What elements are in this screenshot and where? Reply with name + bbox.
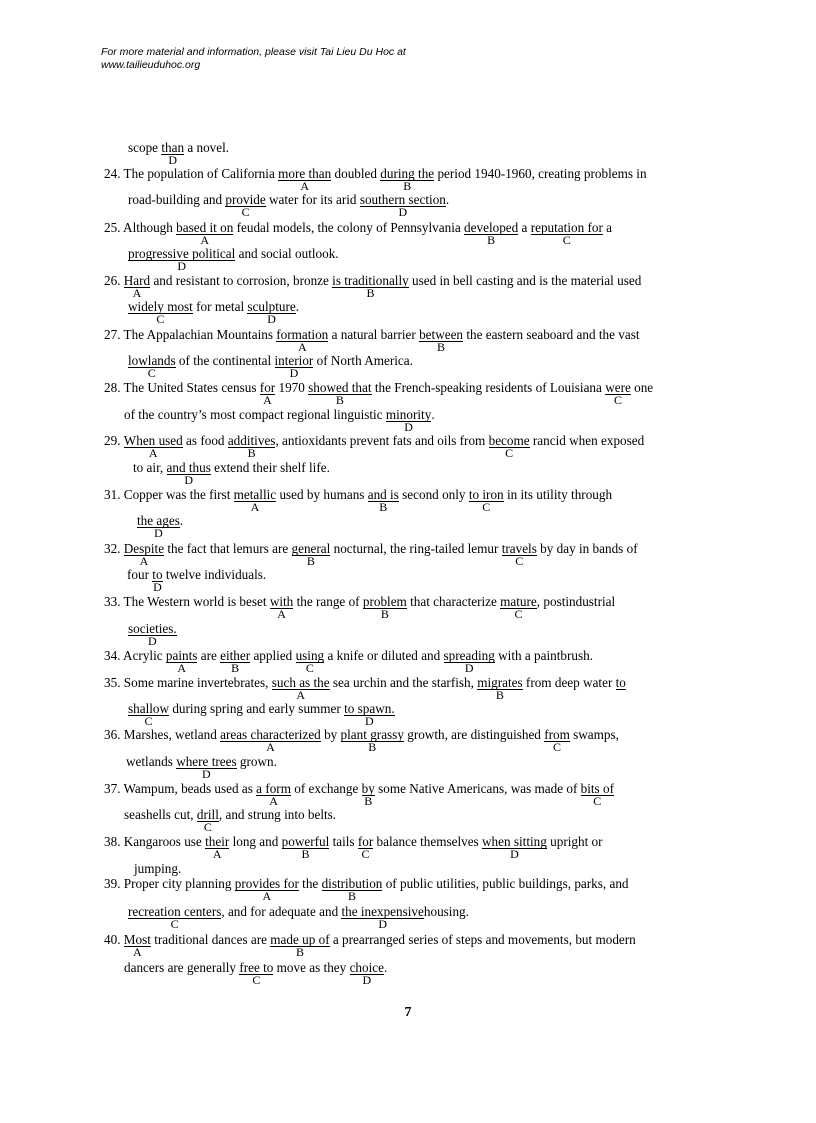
- underlined-option: such as the A: [271, 675, 330, 702]
- underlined-option: interior D: [274, 353, 314, 380]
- option-letter: C: [553, 740, 562, 754]
- underlined-option: problem B: [362, 594, 407, 621]
- question-34-line-1: [104, 648, 593, 675]
- option-letter: D: [378, 917, 387, 931]
- underlined-option: metallic A: [233, 487, 277, 514]
- question-text: used by humans: [276, 487, 368, 502]
- option-letter: C: [515, 554, 524, 568]
- question-text: as food: [182, 433, 228, 448]
- underlined-option: mature C: [500, 594, 537, 621]
- question-text: second only: [398, 487, 469, 502]
- question-text: and resistant to corrosion, bronze: [150, 273, 333, 288]
- underlined-option: southern section D: [359, 192, 446, 219]
- question-text: from deep water: [522, 675, 616, 690]
- option-letter: C: [613, 393, 622, 407]
- question-text: , and strung into belts.: [218, 807, 337, 822]
- question-text: 36. Marshes, wetland: [104, 727, 221, 742]
- option-letter: B: [380, 607, 389, 621]
- question-text: nocturnal, the ring-tailed lemur: [330, 541, 502, 556]
- option-letter: D: [289, 366, 299, 380]
- underlined-option: to: [615, 675, 626, 690]
- option-letter: B: [487, 233, 496, 247]
- underlined-option: from C: [544, 727, 570, 754]
- question-text: during spring and early summer: [169, 701, 345, 716]
- question-text: one: [630, 380, 654, 395]
- question-37-line-1: [104, 781, 614, 808]
- question-24-line-1: [104, 166, 647, 193]
- question-text: a: [518, 220, 531, 235]
- question-text: , postindustrial: [536, 594, 616, 609]
- option-letter: D: [404, 420, 413, 434]
- question-text: by: [320, 727, 341, 742]
- underlined-option: based it on A: [176, 220, 234, 247]
- question-text: some Native Americans, was made of: [374, 781, 581, 796]
- underlined-option: a form A: [256, 781, 291, 808]
- underlined-option: to iron C: [468, 487, 504, 514]
- option-letter: C: [252, 973, 261, 987]
- option-letter: B: [403, 179, 412, 193]
- question-text: , and for adequate and: [221, 904, 342, 919]
- option-letter: D: [177, 259, 186, 273]
- question-36-line-1: [104, 727, 619, 754]
- question-25-line-2: [128, 246, 339, 273]
- question-text: balance themselves: [373, 834, 482, 849]
- option-letter: C: [170, 917, 179, 931]
- question-33-line-1: [104, 594, 616, 621]
- option-letter: A: [296, 688, 305, 702]
- option-letter: D: [168, 153, 178, 167]
- option-letter: C: [241, 205, 250, 219]
- option-letter: B: [495, 688, 504, 702]
- question-text: upright or: [546, 834, 603, 849]
- question-cont-line-1: [128, 140, 230, 167]
- underlined-option: either B: [220, 648, 251, 675]
- question-text: the range of: [293, 594, 363, 609]
- question-text: by day in bands of: [536, 541, 638, 556]
- underlined-option: developed B: [464, 220, 519, 247]
- option-letter: A: [148, 446, 158, 460]
- underlined-option: with A: [269, 594, 294, 621]
- underlined-option: societies. D: [128, 621, 177, 648]
- option-letter: A: [139, 554, 149, 568]
- question-text: the: [298, 876, 322, 891]
- question-text: a natural barrier: [328, 327, 420, 342]
- question-text: of North America.: [313, 353, 413, 368]
- question-text: and social outlook.: [235, 246, 339, 261]
- option-letter: A: [262, 889, 272, 903]
- underlined-option: than D: [161, 140, 185, 167]
- question-text: move as they: [273, 960, 350, 975]
- question-24-line-2: [128, 192, 450, 219]
- question-text: .: [295, 299, 300, 314]
- question-text: of the continental: [175, 353, 275, 368]
- option-letter: A: [263, 393, 272, 407]
- option-letter: C: [156, 312, 165, 326]
- question-text: seashells cut,: [124, 807, 197, 822]
- underlined-option: paints A: [165, 648, 198, 675]
- option-letter: D: [184, 473, 194, 487]
- underlined-option: during the B: [380, 166, 435, 193]
- question-39-line-2: [128, 904, 469, 931]
- underlined-option: formation A: [276, 327, 329, 354]
- question-text: 32.: [104, 541, 124, 556]
- underlined-option: sculpture D: [247, 299, 296, 326]
- underlined-option: additives B: [227, 433, 276, 460]
- option-letter: B: [306, 554, 315, 568]
- question-text: 33. The Western world is beset: [104, 594, 270, 609]
- question-text: extend their shelf life.: [210, 460, 330, 475]
- underlined-option: to D: [152, 567, 163, 594]
- underlined-option: and is B: [367, 487, 399, 514]
- option-letter: D: [362, 973, 372, 987]
- option-letter: B: [368, 740, 377, 754]
- question-text: long and: [229, 834, 282, 849]
- question-32-line-1: [104, 541, 638, 568]
- option-letter: B: [231, 661, 240, 675]
- question-38-line-2: [134, 862, 181, 876]
- question-text: jumping.: [134, 861, 182, 876]
- question-text: road-building and: [128, 192, 226, 207]
- question-text: , antioxidants prevent fats and oils from: [275, 433, 489, 448]
- question-text: for metal: [192, 299, 248, 314]
- question-text: in its utility through: [503, 487, 613, 502]
- underlined-option: minority D: [385, 407, 432, 434]
- question-37-line-2: [124, 807, 337, 834]
- option-letter: C: [562, 233, 571, 247]
- option-letter: D: [267, 312, 276, 326]
- question-text: 31. Copper was the first: [104, 487, 234, 502]
- question-29-line-1: [104, 433, 645, 460]
- underlined-option: migrates B: [477, 675, 523, 702]
- underlined-option: showed that B: [308, 380, 372, 407]
- question-text: wetlands: [126, 754, 177, 769]
- option-letter: B: [295, 945, 304, 959]
- question-35-line-1: [104, 675, 626, 702]
- underlined-option: and thus D: [166, 460, 211, 487]
- question-27-line-2: [128, 353, 413, 380]
- question-text: feudal models, the colony of Pennsylvania: [233, 220, 465, 235]
- question-text: housing.: [423, 904, 469, 919]
- underlined-option: using C: [295, 648, 325, 675]
- underlined-option: free to C: [239, 960, 274, 987]
- question-text: 34. Acrylic: [104, 648, 166, 663]
- question-text: scope: [128, 140, 162, 155]
- question-text: 38. Kangaroos use: [104, 834, 206, 849]
- option-letter: C: [203, 820, 212, 834]
- option-letter: C: [147, 366, 156, 380]
- question-text: a knife or diluted and: [324, 648, 444, 663]
- option-letter: B: [335, 393, 344, 407]
- underlined-option: become C: [488, 433, 530, 460]
- question-text: rancid when exposed: [529, 433, 645, 448]
- option-letter: C: [514, 607, 523, 621]
- underlined-option: travels C: [501, 541, 537, 568]
- question-35-line-2: [128, 701, 395, 728]
- underlined-option: were C: [605, 380, 631, 407]
- option-letter: A: [266, 740, 275, 754]
- underlined-option: by B: [361, 781, 375, 808]
- option-letter: D: [365, 714, 374, 728]
- question-text: period 1940-1960, creating problems in: [434, 166, 647, 181]
- underlined-option: areas characterized A: [220, 727, 321, 754]
- underlined-option: the inexpensive D: [341, 904, 424, 931]
- option-letter: D: [154, 526, 163, 540]
- question-text: twelve individuals.: [162, 567, 267, 582]
- underlined-option: the ages D: [137, 513, 180, 540]
- option-letter: C: [305, 661, 314, 675]
- question-31-line-1: [104, 487, 613, 514]
- option-letter: B: [379, 500, 388, 514]
- question-text: of exchange: [290, 781, 362, 796]
- question-text: of the country’s most compact regional linguistic: [124, 407, 386, 422]
- question-text: sea urchin and the starfish,: [329, 675, 478, 690]
- question-26-line-2: [128, 299, 300, 326]
- option-letter: A: [269, 794, 278, 808]
- question-text: swamps,: [569, 727, 619, 742]
- underlined-option: provides for A: [234, 876, 299, 903]
- option-letter: A: [300, 179, 309, 193]
- question-text: 25. Although: [104, 220, 177, 235]
- question-25-line-1: [104, 220, 612, 247]
- underlined-option: for C: [357, 834, 374, 861]
- question-text: that characterize: [406, 594, 501, 609]
- option-letter: D: [153, 580, 162, 594]
- question-27-line-1: [104, 327, 640, 354]
- underlined-option: bits of C: [580, 781, 614, 808]
- option-letter: C: [482, 500, 491, 514]
- underlined-option: for A: [259, 380, 276, 407]
- question-40-line-1: [104, 932, 636, 959]
- question-text: with a paintbrush.: [494, 648, 593, 663]
- option-letter: D: [398, 205, 408, 219]
- option-letter: A: [250, 500, 260, 514]
- option-letter: B: [366, 286, 375, 300]
- question-text: a novel.: [184, 140, 230, 155]
- underlined-option: When used A: [123, 433, 183, 460]
- underlined-option: lowlands C: [128, 353, 176, 380]
- question-text: dancers are generally: [124, 960, 240, 975]
- option-letter: B: [247, 446, 256, 460]
- question-text: grown.: [236, 754, 277, 769]
- underlined-option: general B: [291, 541, 331, 568]
- option-letter: A: [132, 286, 142, 300]
- question-text: the eastern seaboard and the vast: [463, 327, 640, 342]
- underlined-option: Most A: [123, 932, 151, 959]
- option-letter: D: [202, 767, 211, 781]
- question-text: .: [445, 192, 450, 207]
- question-26-line-1: [104, 273, 642, 300]
- underlined-option: to spawn. D: [344, 701, 395, 728]
- question-text: doubled: [331, 166, 381, 181]
- question-text: a prearranged series of steps and movements, but modern: [329, 932, 636, 947]
- underlined-option: where trees D: [176, 754, 237, 781]
- question-text: 26.: [104, 273, 124, 288]
- question-text: water for its arid: [265, 192, 360, 207]
- question-text: are: [197, 648, 221, 663]
- question-39-line-1: [104, 876, 629, 903]
- question-text: growth, are distinguished: [403, 727, 545, 742]
- option-letter: C: [144, 714, 153, 728]
- underlined-option: choice D: [349, 960, 384, 987]
- header-line-2: www.tailieuduhoc.org: [101, 59, 201, 71]
- question-text: 29.: [104, 433, 124, 448]
- option-letter: D: [148, 634, 157, 648]
- question-text: of public utilities, public buildings, parks, and: [382, 876, 629, 891]
- question-text: 28. The United States census: [104, 380, 260, 395]
- question-text: the French-speaking residents of Louisiana: [371, 380, 606, 395]
- underlined-option: their A: [205, 834, 230, 861]
- question-text: 37. Wampum, beads used as: [104, 781, 257, 796]
- underlined-option: drill C: [196, 807, 219, 834]
- underlined-option: powerful B: [281, 834, 330, 861]
- question-text: traditional dances are: [150, 932, 271, 947]
- underlined-option: more than A: [278, 166, 332, 193]
- option-letter: C: [593, 794, 602, 808]
- option-letter: D: [464, 661, 474, 675]
- question-text: tails: [329, 834, 358, 849]
- question-40-line-2: [124, 960, 388, 987]
- underlined-option: between B: [419, 327, 464, 354]
- question-28-line-2: [124, 407, 435, 434]
- underlined-option: spreading D: [443, 648, 495, 675]
- question-36-line-2: [126, 754, 277, 781]
- question-text: 24. The population of California: [104, 166, 279, 181]
- question-31-line-2: [137, 513, 184, 540]
- question-text: 27. The Appalachian Mountains: [104, 327, 277, 342]
- option-letter: A: [297, 340, 307, 354]
- underlined-option: is traditionally B: [332, 273, 409, 300]
- underlined-option: when sitting D: [482, 834, 547, 861]
- option-letter: A: [133, 945, 142, 959]
- question-text: .: [179, 513, 184, 528]
- underlined-option: plant grassy B: [340, 727, 404, 754]
- page-number: 7: [404, 1005, 412, 1020]
- option-letter: A: [200, 233, 210, 247]
- question-text: .: [431, 407, 435, 422]
- option-letter: A: [277, 607, 286, 621]
- option-letter: B: [301, 847, 310, 861]
- underlined-option: Despite A: [123, 541, 165, 568]
- question-38-line-1: [104, 834, 603, 861]
- question-text: 39. Proper city planning: [104, 876, 235, 891]
- option-letter: B: [347, 889, 356, 903]
- question-text: 35. Some marine invertebrates,: [104, 675, 272, 690]
- question-text: used in bell casting and is the material used: [408, 273, 642, 288]
- question-text: 1970: [275, 380, 309, 395]
- option-letter: C: [505, 446, 514, 460]
- question-text: applied: [250, 648, 296, 663]
- underlined-option: Hard A: [123, 273, 151, 300]
- underlined-option: reputation for C: [530, 220, 603, 247]
- question-text: four: [127, 567, 153, 582]
- option-letter: D: [510, 847, 519, 861]
- underlined-option: shallow C: [128, 701, 170, 728]
- question-text: the fact that lemurs are: [164, 541, 292, 556]
- header-line-1: For more material and information, please visit Tai Lieu Du Hoc at: [101, 46, 406, 58]
- option-letter: B: [364, 794, 373, 808]
- question-33-line-2: [128, 621, 177, 648]
- question-28-line-1: [104, 380, 654, 407]
- underlined-option: progressive political D: [128, 246, 236, 273]
- underlined-option: made up of B: [270, 932, 330, 959]
- question-29-line-2: [133, 460, 330, 487]
- question-text: 40.: [104, 932, 124, 947]
- underlined-option: distribution B: [321, 876, 383, 903]
- option-letter: A: [177, 661, 186, 675]
- option-letter: A: [212, 847, 222, 861]
- question-text: to air,: [133, 460, 167, 475]
- underlined-option: recreation centers C: [128, 904, 222, 931]
- question-text: .: [383, 960, 388, 975]
- underlined-option: widely most C: [128, 299, 193, 326]
- question-text: a: [602, 220, 612, 235]
- question-32-line-2: [127, 567, 267, 594]
- underlined-option: provide C: [225, 192, 266, 219]
- option-letter: B: [437, 340, 446, 354]
- option-letter: C: [361, 847, 370, 861]
